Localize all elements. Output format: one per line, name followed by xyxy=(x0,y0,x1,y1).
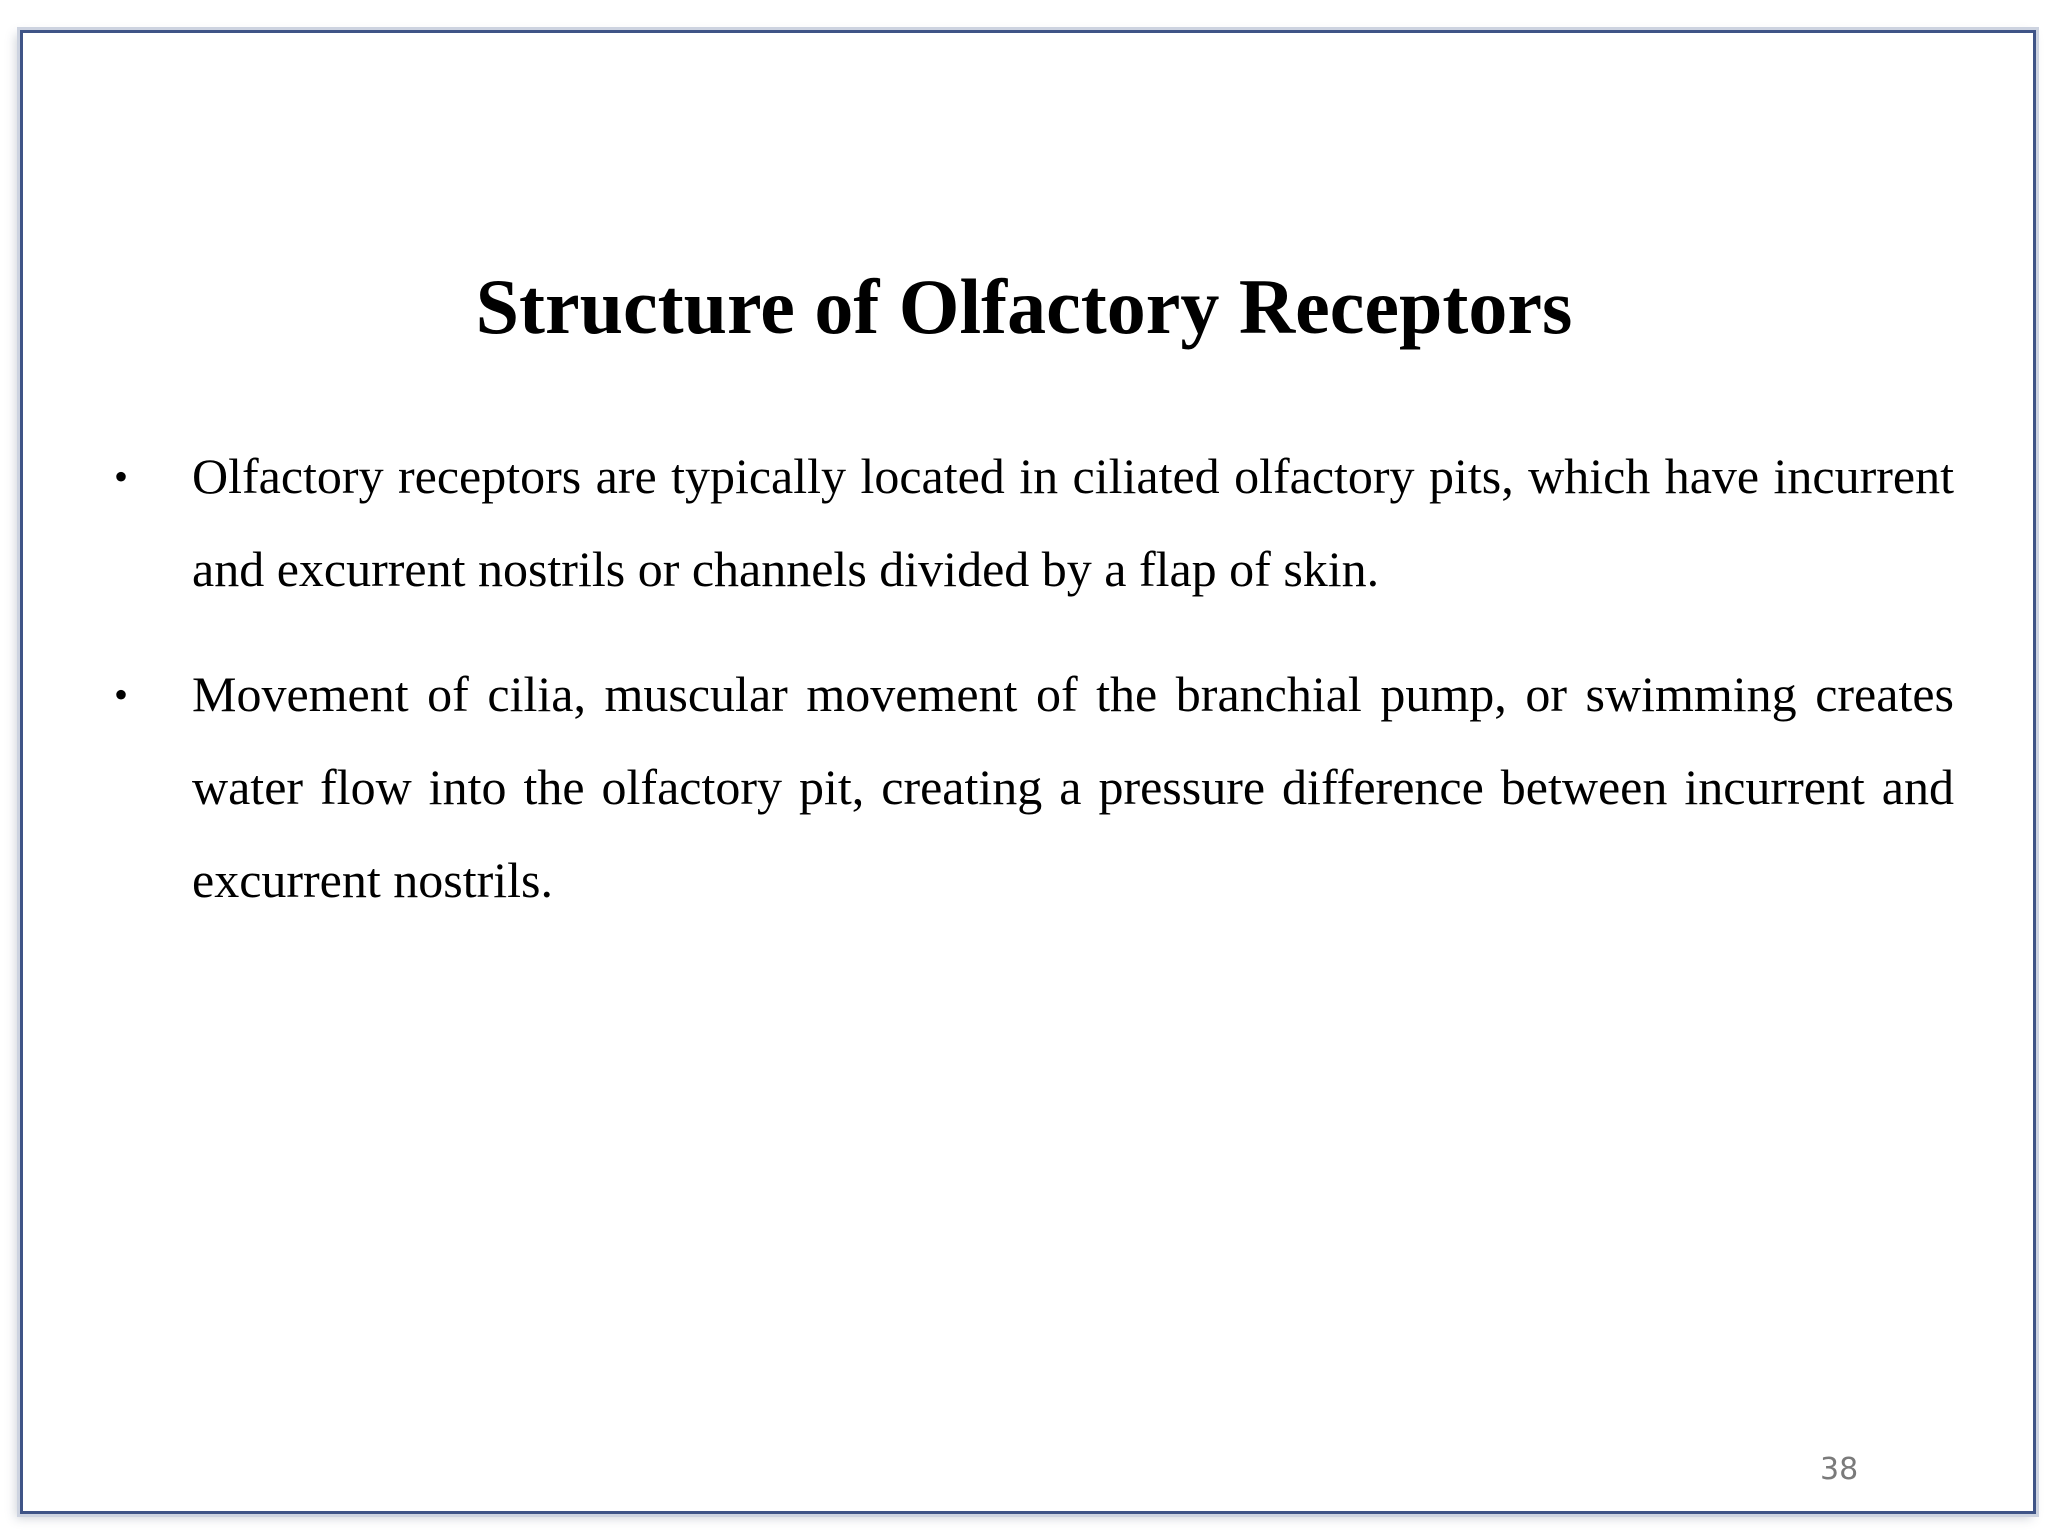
bullet-item xyxy=(114,648,1954,927)
bullet-list xyxy=(114,430,1954,959)
bullet-text: Movement of cilia, muscular movement of the branchial pump, or swimming creates water flow into the olfactory pit, creating a pressure difference between incurrent and excurrent nostrils. xyxy=(192,666,1954,908)
bullet-text: Olfactory receptors are typically located in ciliated olfactory pits, which have incurrent and excurrent nostrils or channels divided by a flap of skin. xyxy=(192,448,1954,597)
page-number: 38 xyxy=(1820,1452,1859,1487)
bullet-icon: • xyxy=(114,454,129,499)
bullet-icon: • xyxy=(114,672,129,717)
slide-title: Structure of Olfactory Receptors xyxy=(475,263,1573,350)
bullet-item xyxy=(114,430,1954,616)
